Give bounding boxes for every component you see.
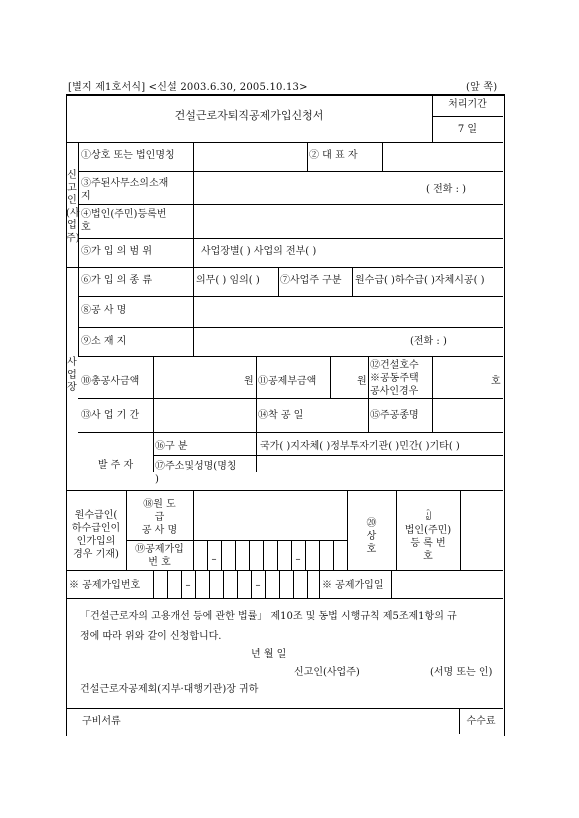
divider bbox=[78, 432, 503, 433]
office-member-no-label: ※ 공제가입번호 bbox=[69, 580, 141, 591]
households-label: ⑫건설호수 bbox=[370, 360, 419, 371]
applicant-section-label: 신고인(사업주) bbox=[66, 170, 80, 244]
project-name-label: ⑧공 사 명 bbox=[81, 305, 127, 316]
member-no-box bbox=[221, 540, 222, 570]
member-no-box bbox=[305, 540, 306, 570]
scope-label: ⑤가 입 의 범 위 bbox=[81, 246, 153, 257]
processing-period-value: 7 일 bbox=[457, 124, 478, 135]
households-note-cont: 공사인경우 bbox=[370, 386, 419, 397]
divider bbox=[78, 204, 503, 205]
office-no-dash: – bbox=[255, 580, 261, 591]
form-id-label: [별지 제1호서식] <신설 2003.6.30, 2005.10.13> bbox=[68, 82, 308, 93]
employer-type-label: ⑦사업주 구분 bbox=[280, 275, 342, 286]
applicant-phone-field: ( 전화 : ) bbox=[426, 184, 467, 195]
divider bbox=[352, 267, 353, 296]
divider bbox=[391, 570, 392, 598]
client-label: 발 주 자 bbox=[97, 460, 134, 471]
reg-number-label-cont: 등 록 번 bbox=[410, 538, 446, 549]
premium-amount-label: ⑪공제부금액 bbox=[258, 376, 317, 387]
office-no-box bbox=[167, 570, 168, 598]
divider bbox=[78, 171, 503, 172]
client-type-options: 국가( )지자체( )정부투자기관( )민간( )기타( ) bbox=[260, 441, 460, 452]
office-no-box bbox=[307, 570, 308, 598]
member-no-box bbox=[249, 540, 250, 570]
member-no-dash: – bbox=[211, 554, 217, 565]
declaration-text: 「건설근로자의 고용개선 등에 관한 법률」 제10조 및 동법 시행규칙 제5조제1항의 규 bbox=[80, 611, 457, 622]
employer-type-options: 원수급( )하수급( )자체시공( ) bbox=[355, 275, 485, 286]
divider bbox=[432, 116, 503, 117]
page-side-label: (앞 쪽) bbox=[466, 82, 498, 93]
registration-number-label: ④법인(주민)등록번 bbox=[81, 209, 167, 220]
contractor-label-cont: 경우 기재) bbox=[73, 549, 119, 560]
scope-options: 사업장별( ) 사업의 전부( ) bbox=[201, 246, 317, 257]
site-section-label: 사업장 bbox=[67, 357, 77, 393]
divider bbox=[78, 398, 503, 399]
divider bbox=[368, 356, 369, 432]
office-no-box bbox=[153, 570, 154, 598]
member-no-box bbox=[235, 540, 236, 570]
original-project-label-cont: 급 bbox=[154, 512, 165, 523]
divider bbox=[307, 142, 308, 171]
member-no-box bbox=[277, 540, 278, 570]
divider bbox=[66, 570, 503, 571]
divider bbox=[66, 598, 503, 599]
reg-number-label: 법인(주민) bbox=[404, 525, 452, 536]
office-no-box bbox=[237, 570, 238, 598]
fee-label: 수수료 bbox=[466, 716, 496, 727]
declaration-addressee: 건설근로자공제회(지부·대행기관)장 귀하 bbox=[80, 684, 259, 695]
location-label: ⑨소 재 지 bbox=[81, 336, 127, 347]
office-no-box bbox=[223, 570, 224, 598]
declaration-date: 년 월 일 bbox=[251, 649, 287, 660]
contractor-label: 원수급인( bbox=[74, 510, 118, 521]
divider bbox=[193, 490, 194, 570]
contractor-label-cont: 하수급인이 bbox=[71, 523, 121, 534]
member-no-box bbox=[263, 540, 264, 570]
join-type-options: 의무( ) 임의( ) bbox=[196, 275, 260, 286]
main-work-type-label: ⑮주공종명 bbox=[370, 410, 419, 421]
member-no-dash: – bbox=[295, 554, 301, 565]
registration-number-label-cont: 호 bbox=[81, 222, 91, 233]
trade-name-circle: ⑳ bbox=[366, 518, 377, 529]
households-note: ※공동주택 bbox=[370, 373, 419, 384]
declaration-applicant: 신고인(사업주) bbox=[294, 667, 360, 678]
divider bbox=[432, 356, 433, 432]
form-title: 건설근로자퇴직공제가입신청서 bbox=[174, 109, 324, 122]
trade-name-label: 상 bbox=[366, 531, 377, 542]
office-no-box bbox=[279, 570, 280, 598]
representative-label: ② 대 표 자 bbox=[309, 150, 358, 161]
join-type-label: ⑥가 입 의 종 류 bbox=[81, 275, 153, 286]
won-unit: 원 bbox=[357, 376, 367, 387]
divider bbox=[330, 356, 331, 398]
divider bbox=[347, 490, 348, 570]
divider bbox=[66, 490, 503, 491]
divider bbox=[278, 267, 279, 296]
total-amount-label: ⑩총공사금액 bbox=[81, 376, 140, 387]
divider bbox=[66, 267, 503, 268]
office-no-box bbox=[195, 570, 196, 598]
application-form bbox=[66, 94, 505, 734]
declaration-text-cont: 정에 따라 위와 같이 신청합니다. bbox=[80, 631, 222, 642]
office-no-box bbox=[293, 570, 294, 598]
divider bbox=[78, 142, 79, 356]
site-phone-field: (전화 : ) bbox=[410, 336, 447, 347]
client-address-label-cont: ) bbox=[155, 474, 159, 485]
client-type-label: ⑯구 분 bbox=[155, 441, 188, 452]
divider bbox=[78, 296, 503, 297]
divider bbox=[193, 142, 194, 356]
processing-period-label: 처리기간 bbox=[448, 99, 487, 110]
member-no-box bbox=[333, 540, 334, 570]
divider bbox=[66, 142, 503, 143]
divider bbox=[319, 570, 320, 598]
member-no-box bbox=[319, 540, 320, 570]
won-unit: 원 bbox=[244, 376, 254, 387]
contractor-label-cont: 인가입의 bbox=[76, 536, 116, 547]
office-member-date-label: ※ 공제가입일 bbox=[322, 580, 384, 591]
household-unit: 호 bbox=[491, 376, 501, 387]
business-name-label: ①상호 또는 법인명칭 bbox=[81, 150, 175, 161]
business-period-label: ⑬사 업 기 간 bbox=[81, 410, 140, 421]
original-project-label-cont: 공 사 명 bbox=[141, 525, 178, 536]
office-no-box bbox=[209, 570, 210, 598]
divider bbox=[78, 238, 503, 239]
divider bbox=[153, 455, 503, 456]
divider bbox=[382, 142, 383, 171]
divider bbox=[78, 356, 503, 357]
trade-name-label-cont: 호 bbox=[366, 544, 377, 555]
divider bbox=[66, 708, 503, 709]
original-project-label: ⑱원 도 bbox=[143, 499, 176, 510]
contractor-member-no-label: ⑲공제가입 bbox=[135, 544, 184, 555]
office-no-box bbox=[265, 570, 266, 598]
declaration-signature: (서명 또는 인) bbox=[430, 667, 493, 678]
reg-number-label-cont: 호 bbox=[423, 551, 433, 562]
client-address-label: ⑰주소및성명(명칭 bbox=[155, 461, 237, 472]
divider bbox=[78, 327, 503, 328]
required-documents-label: 구비서류 bbox=[82, 716, 121, 727]
office-address-label-cont: 지 bbox=[81, 191, 91, 202]
contractor-member-no-label-cont: 번 호 bbox=[148, 557, 171, 568]
divider bbox=[460, 490, 461, 570]
office-address-label: ③주된사무소의소재 bbox=[81, 178, 169, 189]
start-date-label: ⑭착 공 일 bbox=[258, 410, 304, 421]
office-no-dash: – bbox=[185, 580, 191, 591]
divider bbox=[126, 540, 347, 541]
reg-number-circle: ꆼ bbox=[424, 512, 432, 523]
